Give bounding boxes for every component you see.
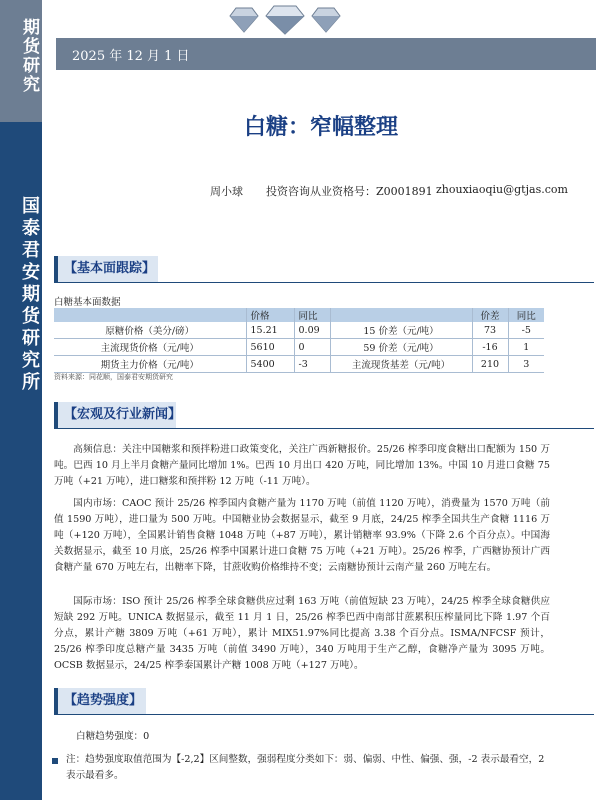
section-trend-header: [54, 688, 146, 714]
author-name: 周小球: [210, 185, 243, 198]
section-fundamentals-header: [54, 256, 158, 282]
table-cell: 原糖价格（美分/磅）: [54, 322, 246, 339]
section-trend-title: 【趋势强度】: [64, 693, 143, 708]
table-cell: -5: [508, 322, 544, 339]
section-news-title: 【宏观及行业新闻】: [64, 407, 182, 422]
report-date: 2025 年 12 月 1 日: [72, 49, 190, 64]
table-cell: -16: [472, 339, 508, 356]
news-paragraph: 国内市场：CAOC 预计 25/26 榨季国内食糖产量为 1170 万吨（前值 1120 万吨），消费量为 1570 万吨（前值 1590 万吨），进口量为 500 万吨。中国糖业协会数据显示，截至 9 月底，24/25 榨季全国共生产食糖 1116 万吨（+120 万吨），全国累计销售食糖 1048 万吨（+87 万吨），累计销糖率 93.9%（下降 2.6 个百分点）。中国海关数据显示，截至 10 月底，25/26 榨季中国累计进口食糖 75 万吨（+21 万吨）。25/26 榨季，广西糖协预计广西食糖产量 670 万吨左右，出糖率下降，甘蔗收购价格维持不变；云南糖协预计云南产量 260 万吨左右。: [54, 498, 550, 573]
table-cell: 5400: [246, 356, 294, 373]
page-title: 白糖：窄幅整理: [243, 114, 398, 140]
table-cell: -3: [294, 356, 330, 373]
trend-strength: 白糖趋势强度：0: [76, 731, 150, 742]
section-divider: [54, 714, 594, 715]
table-cell: 3: [508, 356, 544, 373]
gem-logo-icon: [226, 2, 354, 36]
table-cell: 1: [508, 339, 544, 356]
table-cell: 73: [472, 322, 508, 339]
table-row: [54, 356, 544, 373]
sidebar: [0, 0, 42, 800]
sidebar-top-text: 期货研究: [19, 18, 39, 94]
table-cell: 210: [472, 356, 508, 373]
section-news-header: [54, 402, 182, 428]
table-row: [54, 322, 544, 339]
author-email: zhouxiaoqiu@gtjas.com: [436, 183, 568, 196]
table-cell: 15 价差（元/吨）: [330, 322, 472, 339]
section-divider: [54, 428, 594, 429]
sidebar-institute-name: 国泰君安期货研究所: [19, 196, 40, 394]
author-license: 投资咨询从业资格号：Z0001891: [266, 185, 433, 198]
table-cell: 期货主力价格（元/吨）: [54, 356, 246, 373]
table-cell: 主流现货价格（元/吨）: [54, 339, 246, 356]
news-paragraph: 国际市场：ISO 预计 25/26 榨季全球食糖供应过剩 163 万吨（前值短缺 23 万吨），24/25 榨季全球食糖供应短缺 292 万吨。UNICA 数据显示，截至 11 月 1 日，25/26 榨季巴西中南部甘蔗累积压榨量同比下降 1.97 个百分点，累计产糖 3809 万吨（+61 万吨），累计 MIX51.97%同比提高 3.38 个百分点。ISMA/NFCSF 预计，25/26 榨季印度总糖产量 3435 万吨（前值 3490 万吨），340 万吨用于生产乙醇，食糖净产量为 3095 万吨。OCSB 数据显示，24/25 榨季泰国累计产糖 1008 万吨（+127 万吨）。: [54, 596, 550, 671]
news-paragraph: 高频信息：关注中国糖浆和预拌粉进口政策变化，关注广西新糖报价。25/26 榨季印度食糖出口配额为 150 万吨。巴西 10 月上半月食糖产量同比增加 1%。巴西 10 月出口 420 万吨，同比增加 13%。中国 10 月进口食糖 75 万吨（+21 万吨），进口糖浆和预拌粉 12 万吨（-11 万吨）。: [54, 444, 550, 487]
table-header-cell: 同比: [508, 308, 544, 322]
table-header-cell: [54, 308, 246, 322]
table-source: 资料来源：同花顺，国泰君安期货研究: [54, 373, 173, 381]
table-cell: 0.09: [294, 322, 330, 339]
section-divider: [54, 282, 594, 283]
table-header-row: [54, 308, 544, 322]
table-title: 白糖基本面数据: [54, 297, 121, 308]
fundamentals-table: [54, 308, 544, 373]
table-header-cell: 同比: [294, 308, 330, 322]
section-fundamentals-title: 【基本面跟踪】: [64, 261, 156, 276]
table-header-cell: [330, 308, 472, 322]
table-cell: 15.21: [246, 322, 294, 339]
table-header-cell: 价格: [246, 308, 294, 322]
table-cell: 主流现货基差（元/吨）: [330, 356, 472, 373]
table-cell: 59 价差（元/吨）: [330, 339, 472, 356]
table-header-cell: 价差: [472, 308, 508, 322]
table-row: [54, 339, 544, 356]
table-cell: 0: [294, 339, 330, 356]
table-cell: 5610: [246, 339, 294, 356]
trend-note: 注：趋势强度取值范围为【-2,2】区间整数，强弱程度分类如下：弱、偏弱、中性、偏强、强，-2 表示最看空，2 表示最看多。: [66, 754, 545, 781]
bullet-square-icon: [52, 758, 58, 764]
